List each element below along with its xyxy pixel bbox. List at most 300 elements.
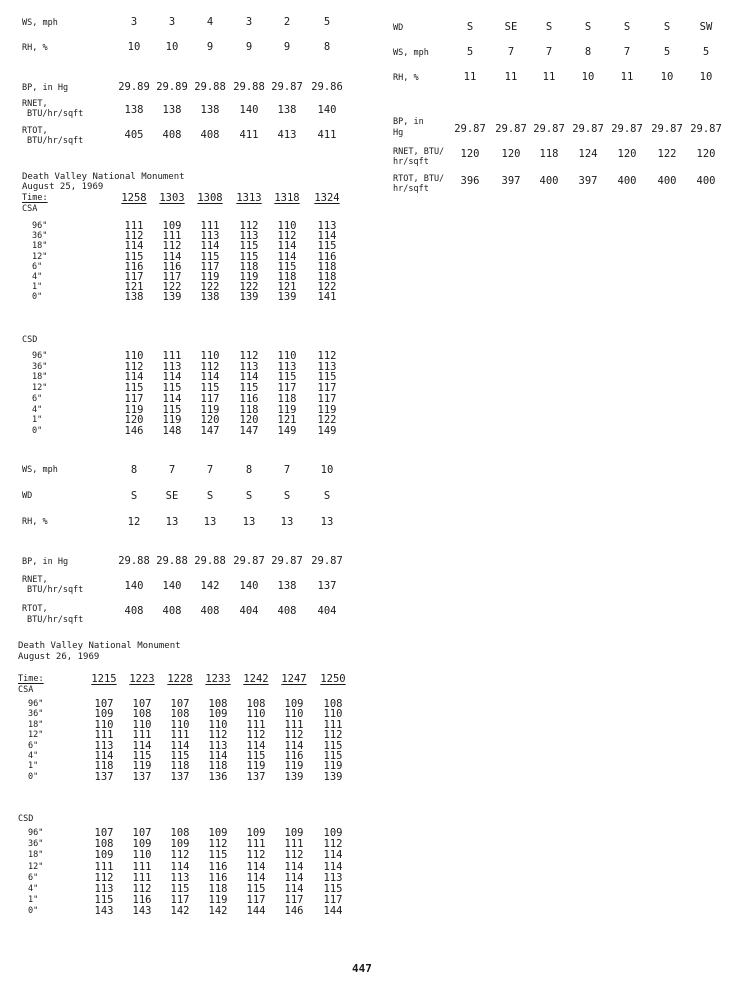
csa-value: 115	[239, 250, 259, 263]
rh-value: 13	[280, 516, 294, 528]
rnet-value: 140	[124, 580, 144, 592]
csd-value: 114	[124, 371, 144, 384]
csd-value: 120	[200, 414, 220, 427]
ws-value: 2	[283, 16, 291, 28]
row-label-wd: WD	[22, 491, 33, 501]
csa-value: 118	[94, 760, 114, 773]
csd-value: 111	[162, 350, 182, 362]
csa-value: 111	[132, 729, 152, 742]
csd-value: 112	[200, 360, 220, 373]
csa-value: 113	[208, 739, 228, 752]
csa-value: 111	[162, 230, 182, 243]
csa-value: 114	[200, 240, 220, 253]
rnet-value: 138	[277, 104, 297, 116]
depth-label: 0"	[28, 771, 39, 782]
row-label-ws: WS, mph	[22, 18, 58, 28]
depth-label: 96"	[32, 221, 48, 231]
csa-value: 139	[162, 291, 182, 304]
row-label-rnet: RNET,	[22, 99, 48, 109]
depth-label: 18"	[28, 850, 44, 861]
csa-value: 121	[277, 281, 297, 294]
csa-value: 108	[170, 708, 190, 721]
csa-label: CSA	[22, 204, 38, 214]
bp-value: 29.88	[233, 81, 265, 93]
csd-value: 114	[323, 849, 343, 862]
csd-value: 119	[200, 403, 220, 416]
csa-value: 121	[124, 281, 144, 294]
csa-value: 107	[94, 698, 114, 710]
csd-value: 115	[170, 883, 190, 895]
wd-value: S	[663, 21, 671, 33]
bp-value: 29.87	[495, 123, 527, 135]
depth-label: 0"	[28, 906, 39, 917]
bp-value: 29.87	[233, 555, 265, 567]
bp-value: 29.88	[194, 555, 226, 567]
ws-value: 5	[466, 46, 474, 58]
csa-value: 139	[239, 291, 259, 304]
section-title: Death Valley National Monument	[18, 641, 181, 651]
row-label-rnet-unit: BTU/hr/sqft	[27, 585, 84, 595]
csd-value: 112	[246, 849, 266, 862]
rh-value: 10	[699, 71, 713, 83]
csa-value: 115	[317, 240, 337, 253]
rtot-value: 411	[317, 129, 337, 141]
csd-value: 116	[132, 894, 152, 907]
depth-label: 0"	[32, 425, 43, 436]
csa-value: 114	[162, 250, 182, 263]
csd-value: 119	[317, 403, 337, 416]
csa-value: 112	[277, 230, 297, 243]
time-header: 1313	[236, 192, 262, 204]
csd-value: 118	[239, 403, 259, 416]
csa-value: 115	[246, 750, 266, 762]
rh-value: 13	[165, 516, 179, 528]
row-label-ws: WS, mph	[22, 465, 58, 475]
csd-value: 121	[277, 414, 297, 427]
csa-value: 118	[277, 271, 297, 283]
depth-label: 1"	[28, 761, 39, 772]
csd-value: 146	[124, 424, 144, 437]
rtot-value: 408	[277, 605, 297, 617]
csd-value: 143	[132, 905, 152, 918]
row-label-rtot-unit: BTU/hr/sqft	[27, 136, 84, 146]
wd-value: S	[466, 21, 474, 33]
csa-value: 110	[323, 708, 343, 721]
csa-value: 112	[246, 729, 266, 742]
csd-value: 112	[284, 849, 304, 862]
csd-value: 148	[162, 424, 182, 437]
ws-value: 3	[130, 16, 138, 28]
depth-label: 36"	[32, 231, 48, 242]
rtot-value: 413	[277, 129, 297, 141]
csd-value: 117	[284, 894, 304, 907]
csa-value: 107	[132, 698, 152, 710]
csd-value: 112	[132, 883, 152, 895]
rtot-value: 397	[501, 175, 521, 187]
wd-value: S	[283, 490, 291, 502]
csa-value: 114	[208, 750, 228, 762]
csd-value: 115	[124, 382, 144, 395]
csd-value: 114	[239, 371, 259, 384]
row-label-rnet-unit: BTU/hr/sqft	[27, 109, 84, 119]
csa-value: 115	[323, 750, 343, 762]
csa-value: 115	[239, 240, 259, 253]
depth-label: 1"	[32, 282, 43, 293]
rnet-value: 122	[657, 148, 677, 160]
row-label-rnet: RNET, BTU/	[393, 147, 445, 157]
rnet-value: 140	[239, 104, 259, 116]
csd-value: 119	[162, 414, 182, 427]
csa-value: 114	[317, 230, 337, 243]
csd-value: 108	[94, 838, 114, 851]
csa-value: 109	[94, 708, 114, 721]
csa-value: 119	[284, 760, 304, 773]
csd-value: 147	[239, 424, 259, 437]
depth-label: 4"	[28, 751, 39, 761]
wd-value: S	[206, 490, 214, 502]
depth-label: 1"	[28, 895, 39, 906]
csd-value: 115	[246, 883, 266, 895]
csd-value: 112	[124, 360, 144, 373]
csa-label: CSA	[18, 685, 34, 695]
csa-value: 110	[277, 220, 297, 232]
ws-value: 5	[702, 46, 710, 58]
csa-value: 110	[94, 718, 114, 731]
time-header: 1215	[91, 673, 117, 685]
ws-value: 3	[245, 16, 253, 28]
rh-value: 9	[206, 41, 214, 53]
csd-value: 111	[246, 838, 266, 851]
rnet-value: 138	[124, 104, 144, 116]
bp-value: 29.87	[651, 123, 683, 135]
csd-value: 115	[277, 371, 297, 384]
csa-value: 108	[246, 698, 266, 710]
csa-value: 107	[170, 698, 190, 710]
wd-value: S	[545, 21, 553, 33]
rtot-value: 408	[124, 605, 144, 617]
rh-value: 11	[463, 71, 477, 83]
rnet-value: 120	[501, 148, 521, 160]
depth-label: 18"	[32, 372, 48, 383]
csd-value: 110	[200, 350, 220, 362]
depth-label: 12"	[32, 251, 48, 262]
rh-value: 10	[165, 41, 179, 53]
rh-value: 13	[242, 516, 256, 528]
bp-value: 29.86	[311, 81, 343, 93]
rtot-value: 400	[539, 175, 559, 187]
depth-label: 4"	[28, 884, 39, 894]
bp-value: 29.88	[156, 555, 188, 567]
csa-value: 109	[162, 220, 182, 232]
csd-value: 109	[284, 827, 304, 839]
csd-value: 114	[246, 871, 266, 884]
ws-value: 7	[168, 464, 176, 476]
rtot-value: 405	[124, 129, 144, 141]
csd-value: 117	[200, 392, 220, 405]
csd-value: 115	[162, 403, 182, 416]
csd-value: 112	[239, 350, 259, 362]
csd-value: 113	[162, 360, 182, 373]
csd-value: 117	[246, 894, 266, 907]
ws-value: 8	[584, 46, 592, 58]
time-header: 1233	[205, 673, 231, 685]
depth-label: 12"	[32, 383, 48, 394]
rnet-value: 142	[200, 580, 220, 592]
csd-value: 117	[277, 382, 297, 395]
csa-value: 110	[170, 718, 190, 731]
rtot-value: 397	[578, 175, 598, 187]
csd-value: 122	[317, 414, 337, 427]
csa-value: 111	[94, 729, 114, 742]
csa-value: 136	[208, 770, 228, 783]
ws-value: 8	[245, 464, 253, 476]
csa-value: 118	[208, 760, 228, 773]
csa-value: 122	[200, 281, 220, 294]
csd-value: 109	[132, 838, 152, 851]
rtot-value: 408	[162, 605, 182, 617]
csd-value: 120	[239, 414, 259, 427]
csd-value: 112	[317, 350, 337, 362]
csd-value: 117	[170, 894, 190, 907]
csa-value: 115	[323, 739, 343, 752]
csd-value: 149	[277, 424, 297, 437]
csa-value: 108	[132, 708, 152, 721]
time-header: 1228	[167, 673, 193, 685]
depth-label: 4"	[32, 272, 43, 282]
rtot-value: 396	[460, 175, 480, 187]
rnet-value: 138	[200, 104, 220, 116]
csa-value: 112	[239, 220, 259, 232]
csd-value: 115	[317, 371, 337, 384]
csa-value: 110	[284, 708, 304, 721]
csd-value: 114	[323, 860, 343, 873]
csd-value: 142	[208, 905, 228, 918]
csa-value: 117	[124, 271, 144, 283]
ws-value: 7	[545, 46, 553, 58]
csa-value: 118	[317, 271, 337, 283]
csd-value: 119	[208, 894, 228, 907]
section-date: August 25, 1969	[22, 182, 104, 192]
csd-value: 119	[124, 403, 144, 416]
csa-value: 113	[317, 220, 337, 232]
csd-value: 144	[323, 905, 343, 918]
depth-label: 6"	[28, 872, 39, 883]
row-label-rnet-unit: hr/sqft	[393, 157, 429, 167]
row-label-rtot-unit: BTU/hr/sqft	[27, 615, 84, 625]
depth-label: 36"	[32, 361, 48, 372]
csd-value: 114	[162, 371, 182, 384]
csd-value: 142	[170, 905, 190, 918]
rnet-value: 138	[277, 580, 297, 592]
bp-value: 29.87	[311, 555, 343, 567]
rh-value: 10	[660, 71, 674, 83]
csd-value: 114	[284, 883, 304, 895]
rnet-value: 120	[460, 148, 480, 160]
bp-value: 29.87	[533, 123, 565, 135]
csa-value: 137	[170, 770, 190, 783]
rnet-value: 120	[696, 148, 716, 160]
csa-value: 139	[323, 770, 343, 783]
csd-value: 114	[284, 871, 304, 884]
rnet-value: 137	[317, 580, 337, 592]
csd-value: 118	[277, 392, 297, 405]
csa-value: 112	[208, 729, 228, 742]
bp-value: 29.87	[454, 123, 486, 135]
csd-value: 109	[208, 827, 228, 839]
csd-value: 116	[239, 392, 259, 405]
time-header: 1303	[159, 192, 185, 204]
csa-value: 118	[170, 760, 190, 773]
csa-value: 115	[200, 250, 220, 263]
wd-value: SE	[504, 21, 518, 33]
csd-value: 114	[170, 860, 190, 873]
time-header: 1242	[243, 673, 269, 685]
csa-value: 115	[170, 750, 190, 762]
csd-value: 111	[284, 838, 304, 851]
rnet-value: 124	[578, 148, 598, 160]
time-header: 1250	[320, 673, 346, 685]
csd-value: 115	[208, 849, 228, 862]
rh-value: 12	[127, 516, 141, 528]
csa-value: 112	[323, 729, 343, 742]
rh-value: 11	[504, 71, 518, 83]
depth-label: 18"	[32, 241, 48, 252]
csd-value: 110	[132, 849, 152, 862]
wd-value: SW	[699, 21, 713, 33]
rnet-value: 138	[162, 104, 182, 116]
depth-label: 1"	[32, 415, 43, 426]
row-label-rtot: RTOT,	[22, 126, 48, 136]
time-label: Time:	[18, 674, 44, 684]
ws-value: 7	[206, 464, 214, 476]
time-header: 1223	[129, 673, 155, 685]
rh-value: 11	[620, 71, 634, 83]
csd-value: 117	[317, 392, 337, 405]
csa-value: 138	[124, 291, 144, 304]
wd-value: S	[323, 490, 331, 502]
row-label-bp: BP, in Hg	[22, 557, 69, 567]
depth-label: 6"	[32, 393, 43, 404]
csa-value: 122	[239, 281, 259, 294]
rh-value: 8	[323, 41, 331, 53]
csa-value: 114	[124, 240, 144, 253]
section-title: Death Valley National Monument	[22, 172, 185, 182]
row-label-rh: RH, %	[22, 43, 48, 53]
ws-value: 4	[206, 16, 214, 28]
wd-value: S	[584, 21, 592, 33]
csd-value: 115	[94, 894, 114, 907]
bp-value: 29.88	[118, 555, 150, 567]
csd-value: 108	[170, 827, 190, 839]
csd-value: 115	[200, 382, 220, 395]
csa-value: 112	[284, 729, 304, 742]
rtot-value: 408	[200, 129, 220, 141]
csd-value: 114	[162, 392, 182, 405]
row-label-bp: BP, in	[393, 117, 424, 127]
csd-value: 143	[94, 905, 114, 918]
section-date: August 26, 1969	[18, 652, 100, 662]
rh-value: 9	[283, 41, 291, 53]
csa-value: 114	[277, 250, 297, 263]
csd-value: 113	[323, 871, 343, 884]
bp-value: 29.88	[194, 81, 226, 93]
rnet-value: 118	[539, 148, 559, 160]
row-label-rtot: RTOT,	[22, 604, 48, 614]
row-label-rh: RH, %	[393, 73, 419, 83]
depth-label: 6"	[32, 261, 43, 272]
csa-value: 122	[162, 281, 182, 294]
bp-value: 29.87	[572, 123, 604, 135]
bp-value: 29.87	[271, 555, 303, 567]
time-header: 1247	[281, 673, 307, 685]
csa-value: 114	[170, 739, 190, 752]
rtot-value: 400	[657, 175, 677, 187]
csd-value: 107	[132, 827, 152, 839]
wd-value: S	[245, 490, 253, 502]
csa-value: 137	[132, 770, 152, 783]
depth-label: 96"	[32, 351, 48, 361]
csa-value: 108	[323, 698, 343, 710]
rh-value: 9	[245, 41, 253, 53]
wd-value: S	[130, 490, 138, 502]
csa-value: 114	[94, 750, 114, 762]
csd-value: 117	[317, 382, 337, 395]
rtot-value: 411	[239, 129, 259, 141]
csd-value: 109	[246, 827, 266, 839]
csa-value: 139	[284, 770, 304, 783]
csa-value: 111	[124, 220, 144, 232]
csd-value: 115	[323, 883, 343, 895]
ws-value: 7	[283, 464, 291, 476]
page-number: 447	[352, 962, 372, 975]
rtot-value: 408	[200, 605, 220, 617]
csa-value: 137	[94, 770, 114, 783]
csa-value: 115	[277, 260, 297, 273]
time-header: 1258	[121, 192, 147, 204]
csd-value: 116	[208, 860, 228, 873]
csd-value: 109	[323, 827, 343, 839]
csd-value: 107	[94, 827, 114, 839]
row-label-rtot: RTOT, BTU/	[393, 174, 445, 184]
csa-value: 119	[323, 760, 343, 773]
csd-value: 118	[208, 883, 228, 895]
depth-label: 36"	[28, 839, 44, 850]
depth-label: 12"	[28, 730, 44, 741]
csa-value: 116	[124, 260, 144, 273]
csa-value: 119	[200, 271, 220, 283]
wd-value: SE	[165, 490, 179, 502]
row-label-rh: RH, %	[22, 517, 48, 527]
rh-value: 13	[320, 516, 334, 528]
csa-value: 109	[208, 708, 228, 721]
depth-label: 96"	[28, 828, 44, 838]
csa-value: 116	[162, 260, 182, 273]
rtot-value: 404	[317, 605, 337, 617]
csd-value: 111	[94, 860, 114, 873]
rh-value: 10	[581, 71, 595, 83]
ws-value: 8	[130, 464, 138, 476]
csa-value: 119	[246, 760, 266, 773]
time-label: Time:	[22, 193, 48, 203]
row-label-wd: WD	[393, 23, 404, 33]
csa-value: 110	[132, 718, 152, 731]
csa-value: 112	[124, 230, 144, 243]
csa-value: 111	[200, 220, 220, 232]
csd-value: 114	[284, 860, 304, 873]
csa-value: 112	[162, 240, 182, 253]
depth-label: 12"	[28, 861, 44, 872]
csa-value: 115	[132, 750, 152, 762]
